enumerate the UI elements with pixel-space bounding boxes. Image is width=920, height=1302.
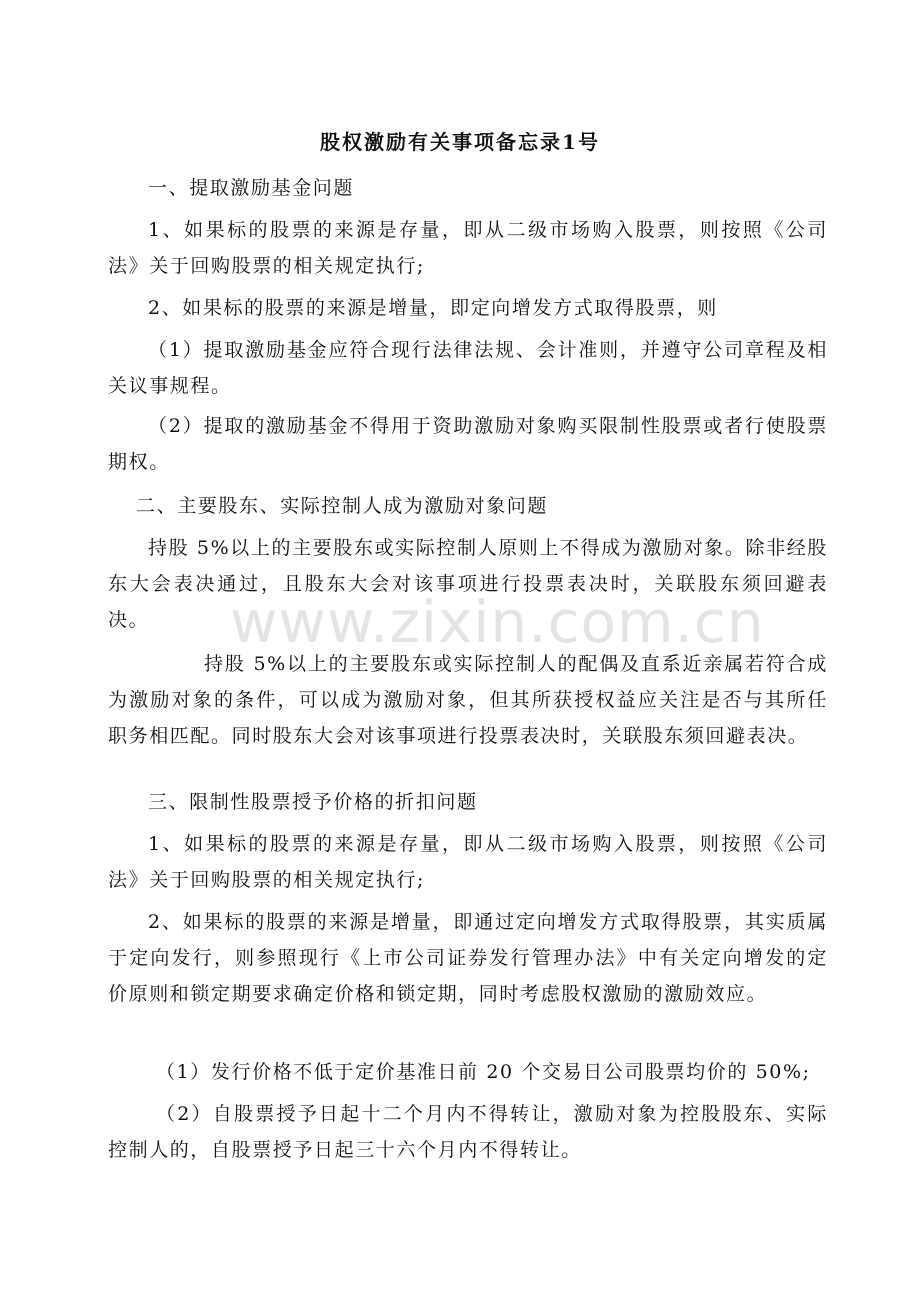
watermark: www.zixin.com.cn [230,588,765,656]
paragraph-2-1: 持股 5%以上的主要股东或实际控制人原则上不得成为激励对象。除非经股东大会表决通过，且股东大会对该事项进行投票表决时，关联股东须回避表决。 [108,537,828,631]
paragraph-3-1: 1、如果标的股票的来源是存量，即从二级市场购入股票，则按照《公司法》关于回购股票的相关规定执行; [108,833,828,891]
paragraph-3-2: 2、如果标的股票的来源是增量，即通过定向增发方式取得股票，其实质属于定向发行，则参照现行《上市公司证券发行管理办法》中有关定向增发的定价原则和锁定期要求确定价格和锁定期，同时考虑股权激励的激励效应。 [108,911,828,1005]
section-heading-1: 一、提取激励基金问题 [148,177,355,199]
paragraph-1-1: 1、如果标的股票的来源是存量，即从二级市场购入股票，则按照《公司法》关于回购股票的相关规定执行; [108,219,828,277]
paragraph-3-2-2: （2）自股票授予日起十二个月内不得转让，激励对象为控股股东、实际控制人的，自股票授予日起三十六个月内不得转让。 [108,1103,828,1161]
section-heading-2: 二、主要股东、实际控制人成为激励对象问题 [136,495,549,517]
document-title: 股权激励有关事项备忘录1号 [320,130,600,154]
section-heading-3: 三、限制性股票授予价格的折扣问题 [148,791,478,813]
paragraph-1-2: 2、如果标的股票的来源是增量，即定向增发方式取得股票，则 [148,297,718,319]
paragraph-3-2-1: （1）发行价格不低于定价基准日前 20 个交易日公司股票均价的 50%; [156,1061,811,1083]
paragraph-2-2: 持股 5%以上的主要股东或实际控制人的配偶及直系近亲属若符合成为激励对象的条件，可以成为激励对象，但其所获授权益应关注是否与其所任职务相匹配。同时股东大会对该事项进行投票表决时，关联股东须回避表决。 [108,653,828,747]
paragraph-1-2-2: （2）提取的激励基金不得用于资助激励对象购买限制性股票或者行使股票期权。 [108,415,828,473]
paragraph-1-2-1: （1）提取激励基金应符合现行法律法规、会计准则，并遵守公司章程及相关议事规程。 [108,339,828,397]
